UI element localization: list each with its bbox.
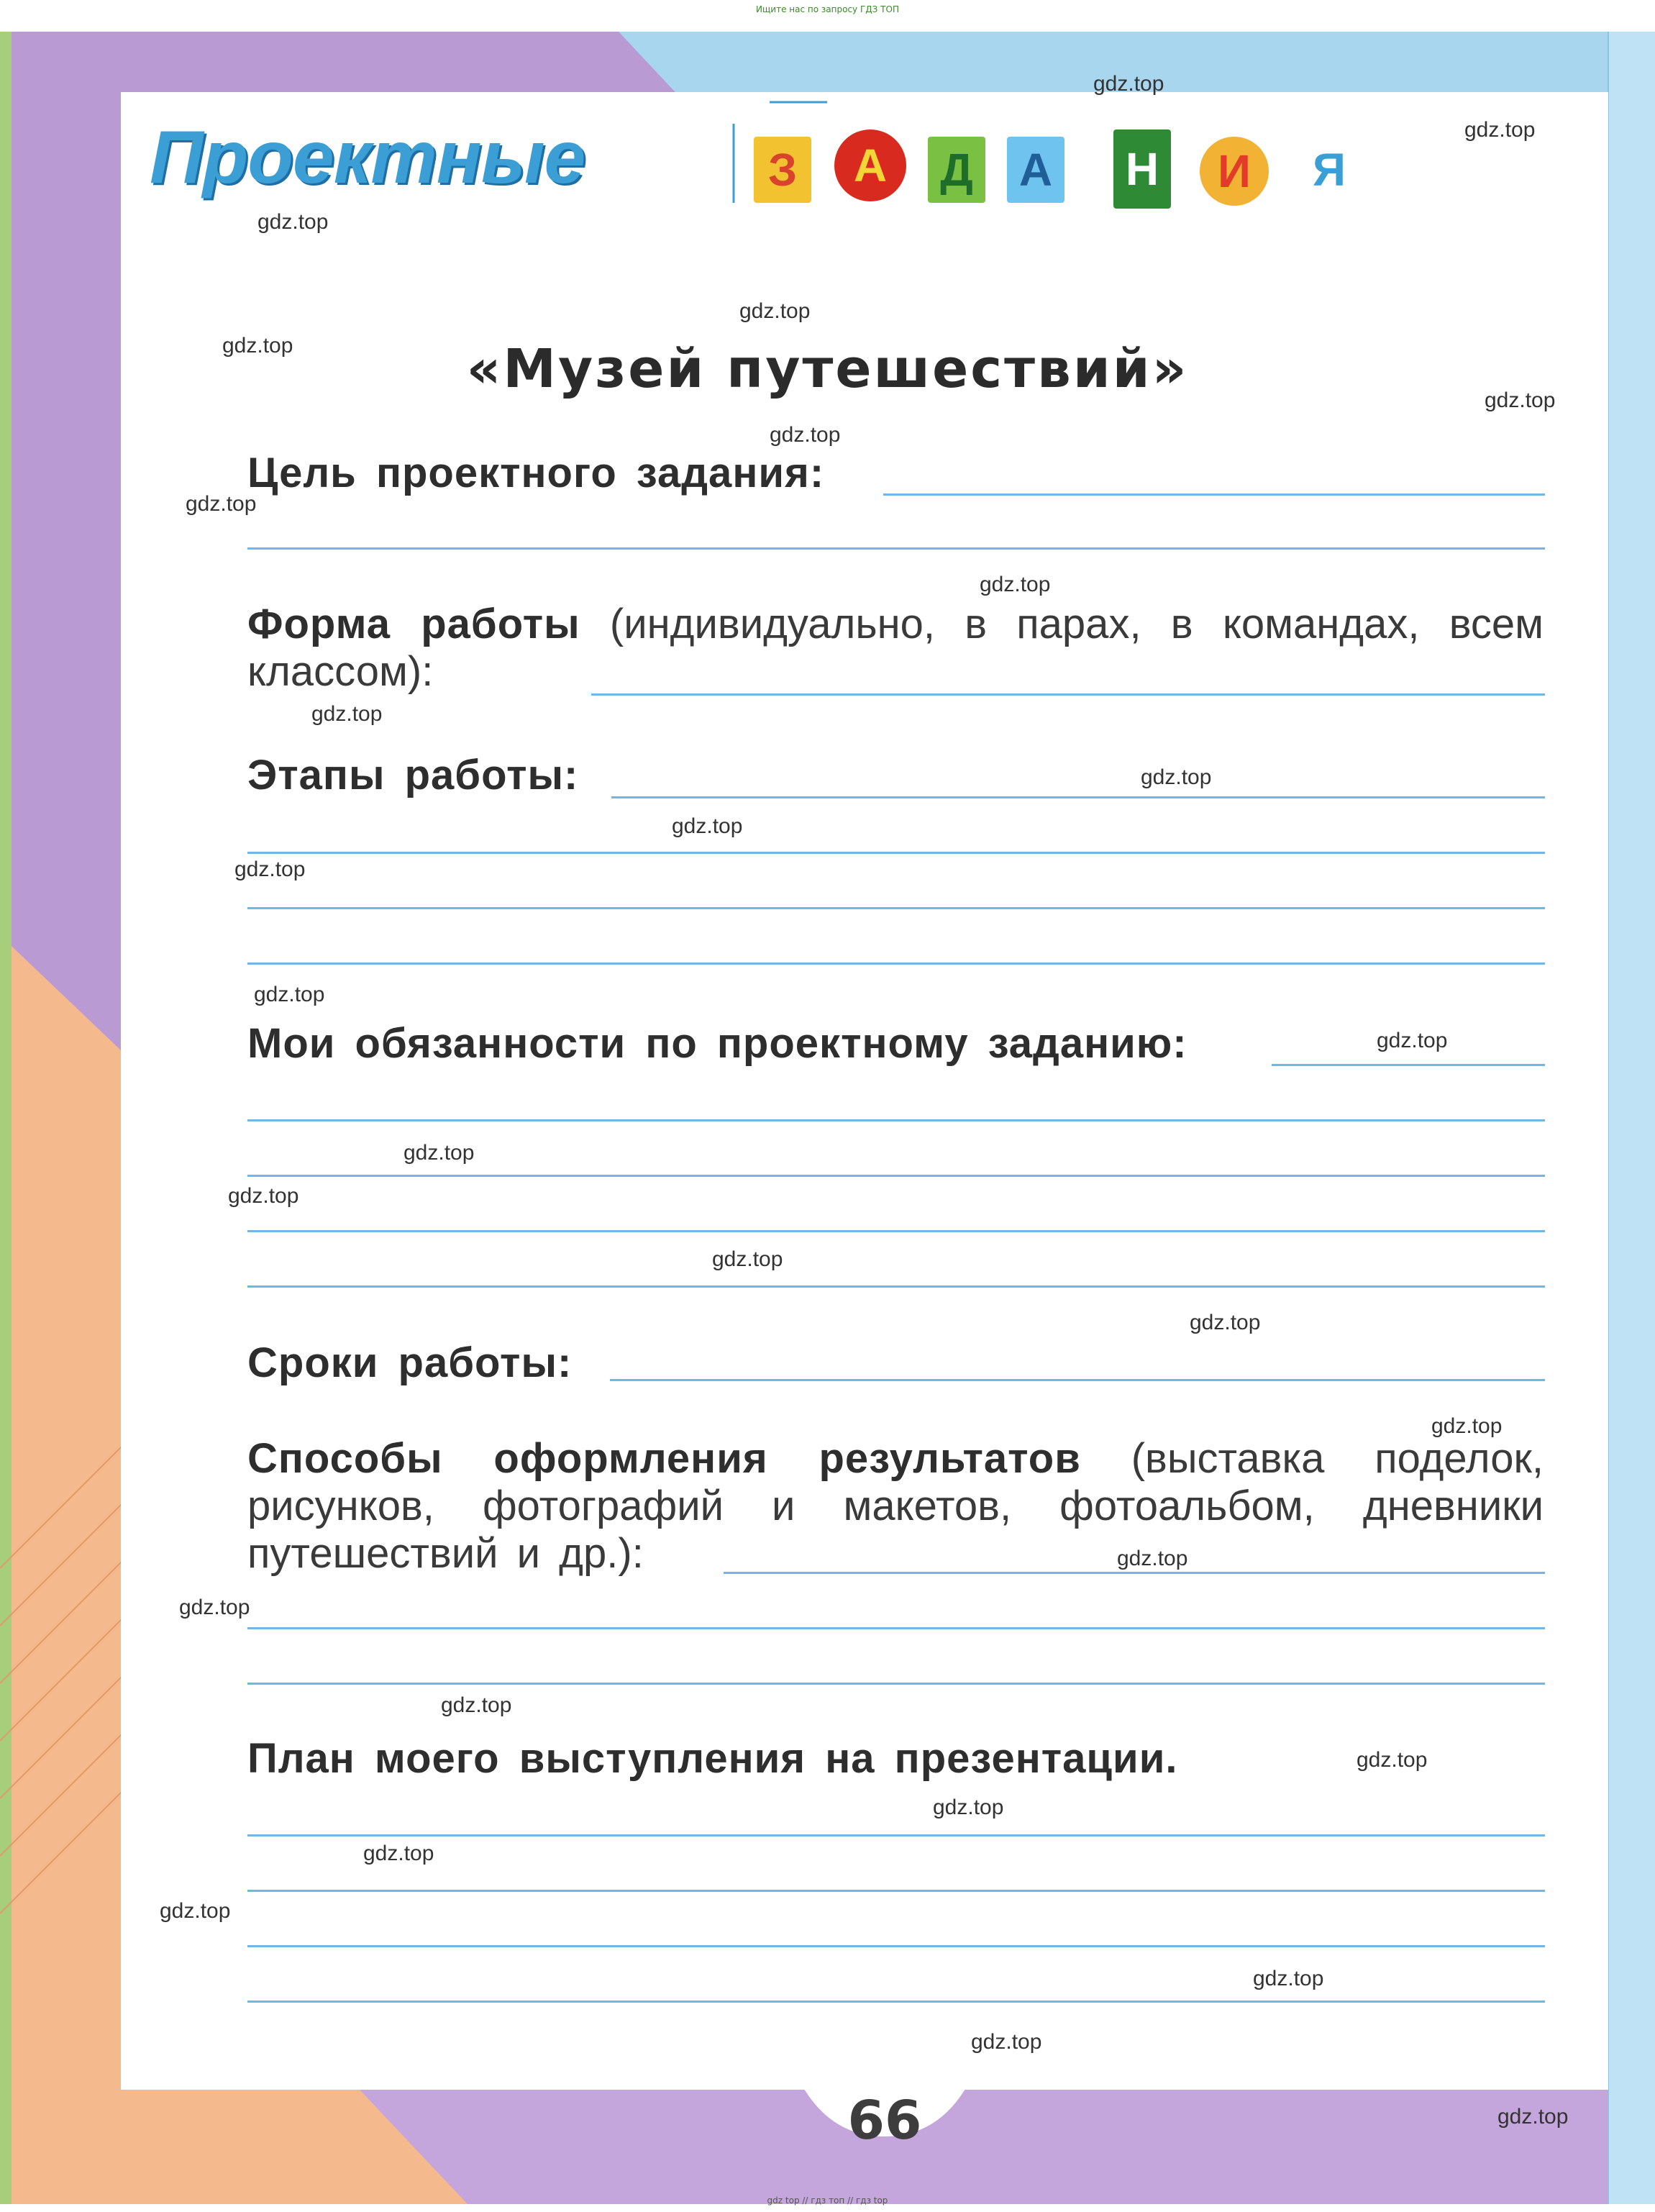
watermark: gdz.top: [739, 299, 811, 323]
watermark: gdz.top: [1431, 1414, 1503, 1438]
watermark: gdz.top: [712, 1247, 783, 1271]
goal-label: Цель проектного задания:: [247, 450, 825, 496]
watermark: gdz.top: [179, 1596, 250, 1619]
watermark: gdz.top: [971, 2030, 1042, 2054]
answer-line[interactable]: [247, 852, 1545, 854]
answer-line[interactable]: [247, 1890, 1545, 1892]
section-stages: [247, 752, 1544, 799]
header-letter: А: [1018, 144, 1053, 196]
deadlines-label: Сроки работы:: [247, 1339, 573, 1386]
answer-line[interactable]: [610, 1379, 1545, 1381]
watermark: gdz.top: [257, 210, 329, 234]
watermark: gdz.top: [254, 983, 325, 1006]
watermark: gdz.top: [441, 1693, 512, 1717]
header-letter-tile: [754, 137, 811, 203]
header-letter-tile: [928, 137, 985, 203]
watermark: gdz.top: [1141, 765, 1212, 789]
answer-line[interactable]: [247, 1683, 1545, 1685]
watermark: gdz.top: [672, 814, 743, 838]
header-letter: И: [1218, 145, 1251, 197]
watermark: gdz.top: [933, 1795, 1004, 1819]
watermark: gdz.top: [1190, 1311, 1261, 1334]
section-results: [247, 1435, 1544, 1578]
answer-line[interactable]: [247, 962, 1545, 965]
answer-line[interactable]: [247, 1230, 1545, 1232]
answer-line[interactable]: [247, 1119, 1545, 1121]
watermark: gdz.top: [222, 334, 293, 358]
section-plan: [247, 1735, 1544, 1783]
watermark: gdz.top: [234, 857, 306, 881]
header-letter: Н: [1125, 143, 1159, 195]
header-letter-tile: [1113, 129, 1171, 209]
watermark: gdz.top: [980, 573, 1051, 596]
duties-label: Мои обязанности по проектному заданию:: [247, 1020, 1187, 1067]
watermark: gdz.top: [1377, 1029, 1448, 1052]
header-letter: Я: [1313, 144, 1346, 196]
answer-line[interactable]: [724, 1572, 1545, 1574]
top-note: Ищите нас по запросу ГДЗ ТОП: [756, 4, 899, 14]
watermark: gdz.top: [1464, 118, 1536, 142]
watermark: gdz.top: [1093, 72, 1164, 96]
answer-line[interactable]: [591, 693, 1545, 696]
header-letter: З: [767, 144, 798, 196]
section-goal: [247, 450, 1544, 497]
watermark: gdz.top: [228, 1184, 299, 1208]
answer-line[interactable]: [1272, 1064, 1545, 1066]
answer-line[interactable]: [611, 796, 1545, 798]
header-letter-tile: [834, 129, 906, 201]
answer-line[interactable]: [247, 547, 1545, 550]
header-letter-tile: [1200, 137, 1269, 206]
watermark: gdz.top: [311, 702, 383, 726]
stages-label: Этапы работы:: [247, 752, 579, 798]
answer-line[interactable]: [883, 493, 1545, 496]
header-letter: Д: [940, 144, 973, 196]
answer-line[interactable]: [247, 1175, 1545, 1177]
section-form: [247, 601, 1544, 696]
bottom-note: gdz top // гдз топ // гдз top: [767, 2195, 888, 2206]
answer-line[interactable]: [247, 2001, 1545, 2003]
results-label: Способы оформления результатов: [247, 1435, 1081, 1482]
form-label: Форма работы: [247, 601, 580, 647]
header-letter-tile: [1300, 137, 1358, 203]
page-number: 66: [847, 2090, 922, 2152]
answer-line[interactable]: [247, 1285, 1545, 1288]
watermark: gdz.top: [1253, 1967, 1324, 1990]
answer-line[interactable]: [247, 1945, 1545, 1947]
section-duties: [247, 1020, 1544, 1068]
plan-label: План моего выступления на презентации.: [247, 1735, 1178, 1782]
header-letter-tile: [1007, 137, 1064, 203]
header-letter: А: [853, 140, 888, 191]
watermark: gdz.top: [186, 492, 257, 516]
watermark: gdz.top: [1485, 388, 1556, 412]
form-note: (индивидуально, в парах, в командах, всем классом):: [247, 601, 1544, 695]
watermark: gdz.top: [770, 423, 841, 447]
header-title: Проектные: [150, 116, 585, 199]
answer-line[interactable]: [247, 907, 1545, 909]
watermark: gdz.top: [1357, 1748, 1428, 1772]
watermark: gdz.top: [404, 1141, 475, 1165]
answer-line[interactable]: [247, 1627, 1545, 1629]
watermark: gdz.top: [1497, 2105, 1569, 2129]
answer-line[interactable]: [247, 1834, 1545, 1836]
results-note: (выставка поделок, рисунков, фотографий и макетов, фотоальбом, дневники путешествий и др.):: [247, 1435, 1544, 1577]
watermark: gdz.top: [1117, 1547, 1188, 1570]
watermark: gdz.top: [160, 1899, 231, 1923]
project-title: «Музей путешествий»: [466, 338, 1189, 400]
watermark: gdz.top: [363, 1842, 434, 1865]
